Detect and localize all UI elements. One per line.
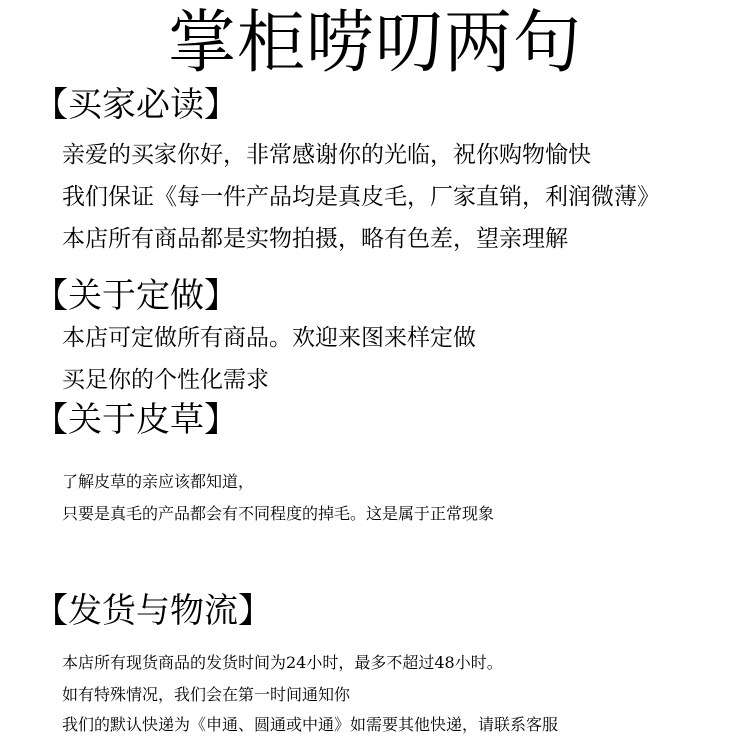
- section-heading-custom-order: 【关于定做】: [34, 276, 238, 316]
- custom-line-1: 本店可定做所有商品。欢迎来图来样定做: [62, 325, 476, 351]
- section-heading-buyer-must-read: 【买家必读】: [34, 85, 238, 125]
- shipping-line-2: 如有特殊情况，我们会在第一时间通知你: [62, 685, 351, 704]
- shipping-line-1: 本店所有现货商品的发货时间为24小时，最多不超过48小时。: [62, 653, 503, 672]
- fur-line-2: 只要是真毛的产品都会有不同程度的掉毛。这是属于正常现象: [62, 504, 495, 523]
- shipping-line-3: 我们的默认快递为《申通、圆通或中通》如需要其他快递，请联系客服: [62, 715, 559, 734]
- section-heading-about-fur: 【关于皮草】: [34, 400, 238, 440]
- buyer-line-2: 我们保证《每一件产品均是真皮毛，厂家直销，利润微薄》: [62, 184, 660, 210]
- custom-line-2: 买足你的个性化需求: [62, 367, 269, 393]
- section-heading-shipping-logistics: 【发货与物流】: [34, 591, 272, 631]
- buyer-line-1: 亲爱的买家你好，非常感谢你的光临，祝你购物愉快: [62, 142, 591, 168]
- fur-line-1: 了解皮草的亲应该都知道，: [62, 472, 255, 491]
- page-title: 掌柜唠叨两句: [167, 4, 582, 83]
- buyer-line-3: 本店所有商品都是实物拍摄，略有色差，望亲理解: [62, 226, 568, 252]
